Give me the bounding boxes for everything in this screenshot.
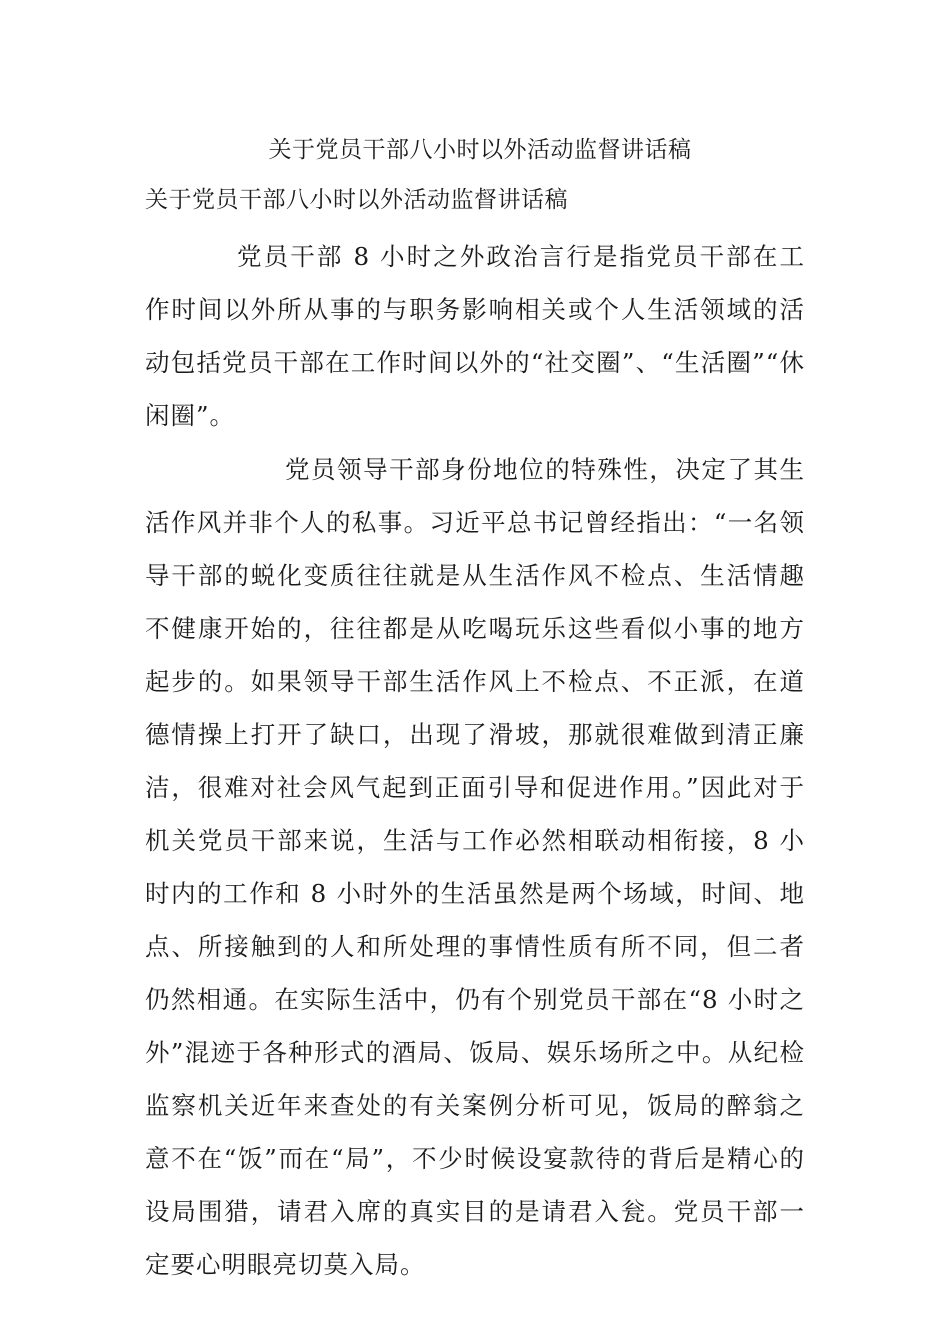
document-title-left: 关于党员干部八小时以外活动监督讲话稿 (145, 187, 568, 213)
paragraph-2: 党员领导干部身份地位的特殊性，决定了其生活作风并非个人的私事。习近平总书记曾经指出：“一名领导干部的蜕化变质往往就是从生活作风不检点、生活情趣不健康开始的，往往都是从吃喝玩乐这些看似小事的地方起步的。如果领导干部生活作风上不检点、不正派，在道德情操上打开了缺口，出现了滑坡，那就很难做到清正廉洁，很难对社会风气起到正面引导和促进作用。”因此对于机关党员干部来说，生活与工作必然相联动相衔接，8 小时内的工作和 8 小时外的生活虽然是两个场域，时间、地点、所接触到的人和所处理的事情性质有所不同，但二者仍然相通。在实际生活中，仍有个别党员干部在“8 小时之外”混迹于各种形式的酒局、饭局、娱乐场所之中。从纪检监察机关近年来查处的有关案例分析可见，饭局的醉翁之意不在“饭”而在“局”，不少时候设宴款待的背后是精心的设局围猎，请君入席的真实目的是请君入瓮。党员干部一定要心明眼亮切莫入局。 (145, 455, 805, 1279)
document-title-centered: 关于党员干部八小时以外活动监督讲话稿 (268, 137, 692, 163)
paragraph-1: 党员干部 8 小时之外政治言行是指党员干部在工作时间以外所从事的与职务影响相关或个人生活领域的活动包括党员干部在工作时间以外的“社交圈”、“生活圈”“休闲圈”。 (145, 242, 805, 430)
document-body (145, 230, 805, 1291)
